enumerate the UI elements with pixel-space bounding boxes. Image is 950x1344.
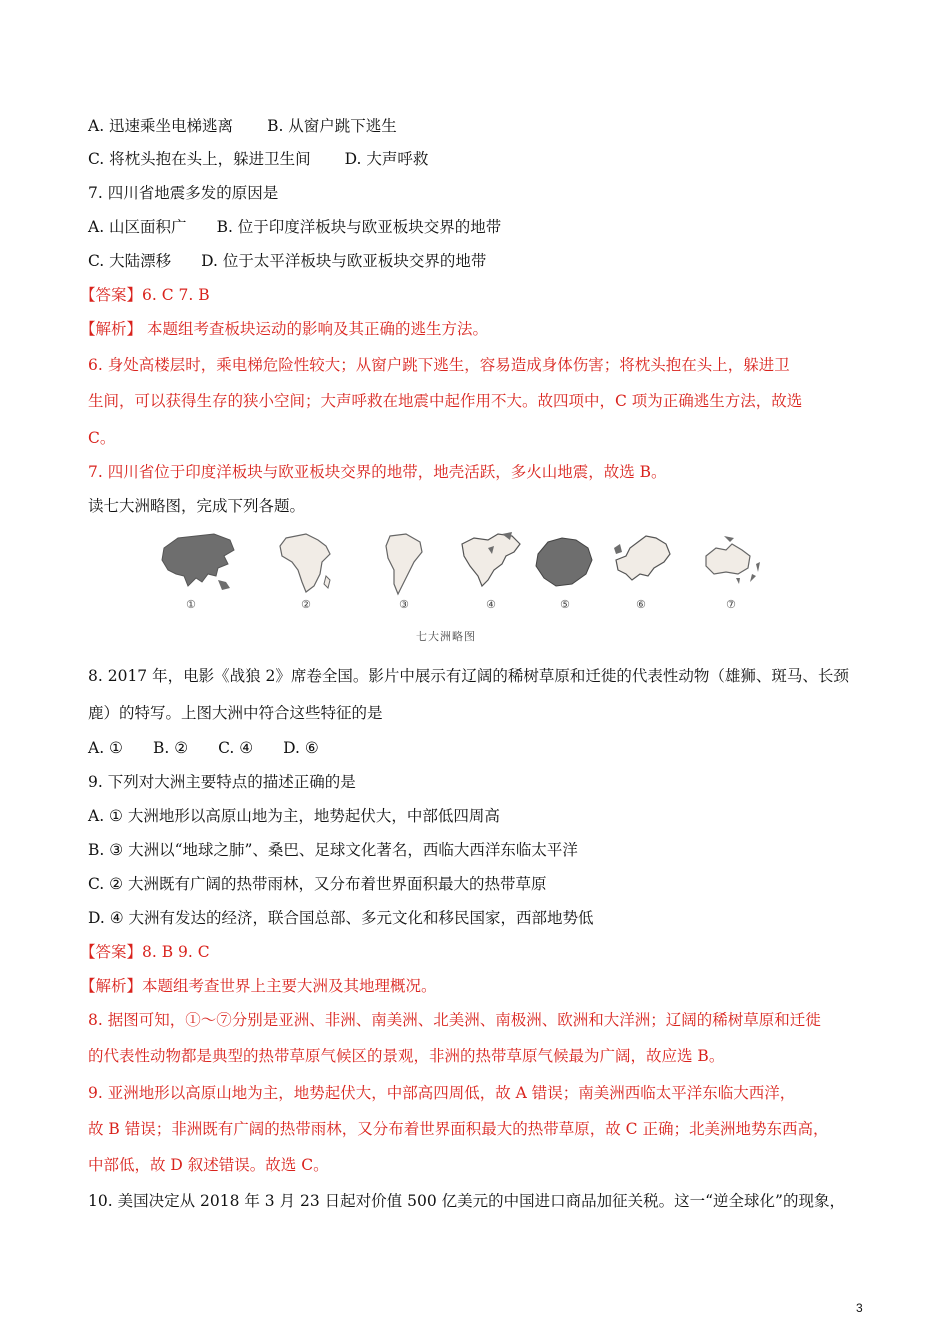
q7-stem: 7. 四川省地震多发的原因是	[88, 184, 279, 202]
q9-option-a: A. ① 大洲地形以高原山地为主，地势起伏大，中部低四周高	[88, 807, 500, 825]
analysis-1	[80, 319, 488, 339]
continent-number-6: ⑥	[636, 598, 646, 611]
q7-options-row-1	[88, 217, 501, 237]
answer-2-label: 【答案】	[80, 943, 143, 961]
answer-2	[80, 942, 210, 962]
continent-number-4: ④	[486, 598, 496, 611]
page-number: 3	[856, 1301, 863, 1315]
q8-option-c: C. ④	[218, 739, 254, 757]
analysis-2-p8-line-1: 8. 据图可知，①～⑦分别是亚洲、非洲、南美洲、北美洲、南极洲、欧洲和大洋洲；辽阔的稀树草原和迁徙	[88, 1011, 821, 1029]
south-america-map	[382, 530, 426, 598]
analysis-1-p6-line-2: 生间，可以获得生存的狭小空间；大声呼救在地震中起作用不大。故四项中，C 项为正确逃生方法，故选	[88, 392, 803, 410]
antarctica-map	[532, 530, 596, 592]
q8-option-d: D. ⑥	[283, 739, 319, 757]
q7-options-row-2	[88, 251, 486, 271]
analysis-2-p9-line-1: 9. 亚洲地形以高原山地为主，地势起伏大，中部高四周低，故 A 错误；南美洲西临太平洋东临大西洋，	[88, 1084, 796, 1102]
q8-option-a: A. ①	[88, 739, 123, 757]
continent-number-5: ⑤	[560, 598, 570, 611]
analysis-1-label: 【解析】	[80, 320, 143, 338]
answer-2-text: 8. B 9. C	[142, 943, 210, 961]
continent-number-2: ②	[301, 598, 311, 611]
map-intro: 读七大洲略图，完成下列各题。	[88, 497, 306, 515]
q6-option-d: D. 大声呼救	[344, 150, 429, 168]
q6-option-a: A. 迅速乘坐电梯逃离	[88, 117, 234, 135]
map-caption: 七大洲略图	[416, 630, 476, 643]
q6-options-row-1	[88, 116, 397, 136]
q6-option-c: C. 将枕头抱在头上，躲进卫生间	[88, 150, 311, 168]
analysis-1-p6-line-3: C。	[88, 429, 116, 447]
analysis-2	[80, 976, 437, 996]
analysis-2-p9-line-3: 中部低，故 D 叙述错误。故选 C。	[88, 1156, 329, 1174]
q7-option-a: A. 山区面积广	[88, 218, 187, 236]
oceania-map	[698, 530, 766, 588]
q9-option-d: D. ④ 大洲有发达的经济，联合国总部、多元文化和移民国家，西部地势低	[88, 909, 594, 927]
q9-option-c: C. ② 大洲既有广阔的热带雨林，又分布着世界面积最大的热带草原	[88, 875, 547, 893]
europe-map	[608, 530, 676, 592]
analysis-2-p8-line-2: 的代表性动物都是典型的热带草原气候区的景观，非洲的热带草原气候最为广阔，故应选 B。	[88, 1047, 725, 1065]
analysis-1-p6-line-1: 6. 身处高楼层时，乘电梯危险性较大；从窗户跳下逃生，容易造成身体伤害；将枕头抱在头上，躲进卫	[88, 356, 790, 374]
q8-option-b: B. ②	[152, 739, 189, 757]
q8-stem-line-1: 8. 2017 年，电影《战狼 2》席卷全国。影片中展示有辽阔的稀树草原和迁徙的代表性动物（雄狮、斑马、长颈	[88, 667, 849, 685]
asia-map	[158, 530, 236, 594]
q6-option-b: B. 从窗户跳下逃生	[267, 117, 397, 135]
analysis-2-text: 本题组考查世界上主要大洲及其地理概况。	[142, 977, 437, 995]
answer-1	[80, 285, 210, 305]
continent-number-3: ③	[399, 598, 409, 611]
q7-option-b: B. 位于印度洋板块与欧亚板块交界的地带	[216, 218, 502, 236]
q8-options	[88, 738, 319, 758]
q10-stem-line-1: 10. 美国决定从 2018 年 3 月 23 日起对价值 500 亿美元的中国进口商品加征关税。这一“逆全球化”的现象，	[88, 1192, 845, 1210]
q9-option-b: B. ③ 大洲以“地球之肺”、桑巴、足球文化著名，西临大西洋东临太平洋	[88, 841, 578, 859]
answer-1-label: 【答案】	[80, 286, 143, 304]
q8-stem-line-2: 鹿）的特写。上图大洲中符合这些特征的是	[88, 704, 383, 722]
answer-1-text: 6. C 7. B	[142, 286, 210, 304]
seven-continents-map	[146, 530, 771, 650]
analysis-1-text: 本题组考查板块运动的影响及其正确的逃生方法。	[142, 320, 488, 338]
continent-number-1: ①	[186, 598, 196, 611]
north-america-map	[458, 530, 526, 596]
q6-options-row-2	[88, 149, 428, 169]
analysis-1-p7: 7. 四川省位于印度洋板块与欧亚板块交界的地带，地壳活跃，多火山地震，故选 B。	[88, 463, 667, 481]
q7-option-d: D. 位于太平洋板块与欧亚板块交界的地带	[201, 252, 487, 270]
analysis-2-label: 【解析】	[80, 977, 143, 995]
continent-number-7: ⑦	[726, 598, 736, 611]
africa-map	[276, 530, 336, 596]
q7-option-c: C. 大陆漂移	[88, 252, 172, 270]
analysis-2-p9-line-2: 故 B 错误；非洲既有广阔的热带雨林，又分布着世界面积最大的热带草原，故 C 正确；北美洲地势东西高，	[88, 1120, 829, 1138]
q9-stem: 9. 下列对大洲主要特点的描述正确的是	[88, 773, 356, 791]
